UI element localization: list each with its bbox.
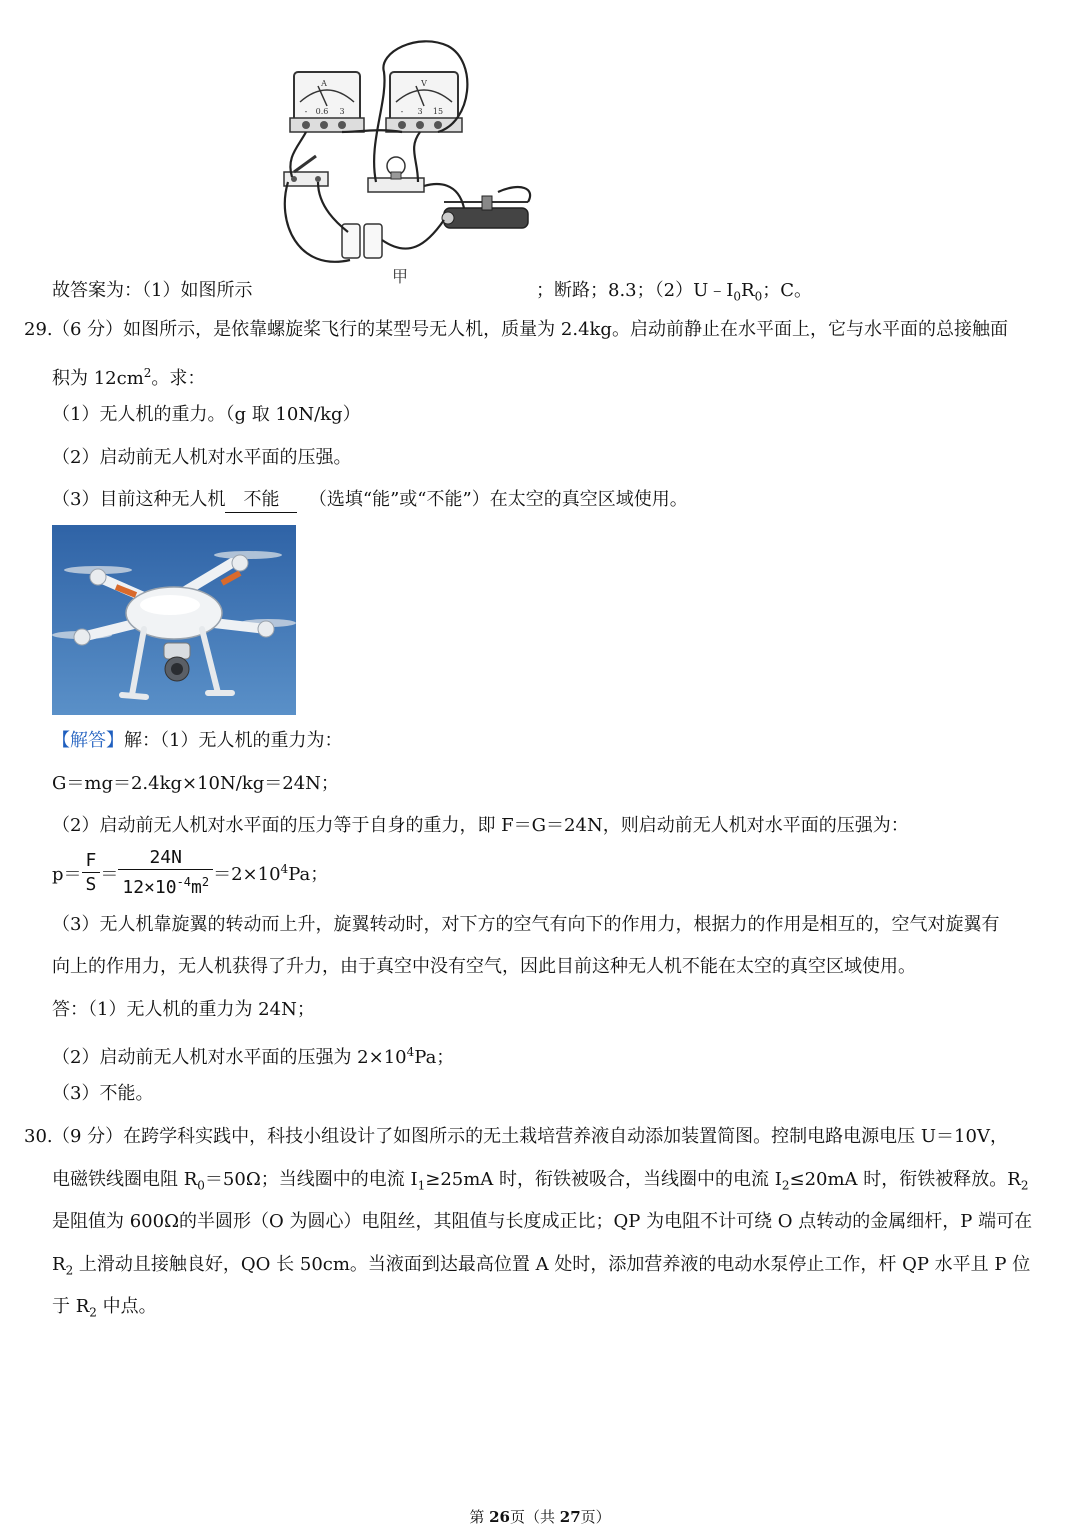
q30-l2-s1: 0 <box>197 1178 205 1193</box>
drone-photo <box>52 525 296 715</box>
footer-b: 页（共 <box>509 1508 560 1526</box>
question-30-number: 30. <box>24 1126 53 1147</box>
q30-l5-s: 2 <box>89 1305 97 1320</box>
formula-result-unit: Pa； <box>288 864 329 885</box>
question-30-line2 <box>52 1168 1028 1198</box>
circuit-diagram <box>258 32 538 290</box>
q30-l2-c: ≥25mA 时，衔铁被吸合，当线圈中的电流 I <box>425 1169 782 1190</box>
answer-29-line2 <box>52 1040 454 1070</box>
frac-f: F <box>82 850 101 873</box>
svg-text:V: V <box>421 79 427 88</box>
frac-area-unit-exp: 2 <box>201 874 210 889</box>
frac-area-exp: -4 <box>176 874 192 889</box>
solution-29-line3: （2）启动前无人机对水平面的压力等于自身的重力，即 F＝G＝24N，则启动前无人机对水平面的压强为： <box>52 815 909 836</box>
svg-text:3: 3 <box>339 107 345 116</box>
question-30-line3: 是阻值为 600Ω的半圆形（O 为圆心）电阻丝，其阻值与长度成正比；QP 为电阻不计可绕 O 点转动的金属细杆，P 端可在 <box>52 1211 1033 1232</box>
answer-29-l2-exp: 4 <box>406 1045 415 1059</box>
figure-caption: 甲 <box>391 267 409 286</box>
question-30-line1: （9 分）在跨学科实践中，科技小组设计了如图所示的无土栽培营养液自动添加装置简图。控制电路电源电压 U＝10V， <box>52 1126 1008 1147</box>
q29-sub3-lead: （3）目前这种无人机 <box>52 489 226 510</box>
svg-text:A: A <box>321 79 327 88</box>
answer-28-prefix: 故答案为：（1）如图所示 <box>52 280 253 301</box>
frac-area-a: 12×10 <box>122 876 177 898</box>
q30-l2-s2: 1 <box>417 1178 426 1193</box>
answer-29-l2-a: （2）启动前无人机对水平面的压强为 2×10 <box>52 1047 407 1068</box>
voltmeter <box>386 72 462 132</box>
q30-l5-b: 中点。 <box>96 1296 157 1317</box>
frac-area-unit: m <box>191 876 202 898</box>
q29-ask: 。求： <box>151 368 206 389</box>
svg-text:-: - <box>400 107 404 116</box>
svg-text:0.6: 0.6 <box>315 107 329 116</box>
question-29-line2 <box>52 361 205 391</box>
q30-l4-b: 上滑动且接触良好，QO 长 50cm。当液面到达最高位置 A 处时，添加营养液的电动水泵停止工作，杆 QP 水平且 P 位 <box>73 1254 1031 1275</box>
footer-page-number: 26 <box>489 1508 510 1526</box>
frac-s: S <box>85 873 97 895</box>
answer-28-line <box>52 279 252 303</box>
q29-answer-blank: 不能 <box>225 488 297 513</box>
formula-result-a: ＝2×10 <box>213 864 281 885</box>
answer-29-line3: （3）不能。 <box>52 1083 154 1104</box>
q30-l2-d: ≤20mA 时，衔铁被释放。R <box>789 1169 1021 1190</box>
svg-text:-: - <box>304 107 308 116</box>
answer-28-mid: R <box>741 280 755 301</box>
q30-l2-a: 电磁铁线圈电阻 R <box>52 1169 198 1190</box>
svg-text:15: 15 <box>432 107 444 116</box>
question-30-line4 <box>52 1253 1030 1283</box>
solution-tag: 【解答】 <box>52 730 124 751</box>
q29-area-sup: 2 <box>143 366 152 380</box>
question-30-line5 <box>52 1295 157 1325</box>
q30-l4-s: 2 <box>65 1263 74 1278</box>
fraction-f-over-s <box>82 850 101 897</box>
question-29-number: 29. <box>24 319 53 340</box>
solution-29-line2: G＝mg＝2.4kg×10N/kg＝24N； <box>52 773 339 794</box>
answer-28-sub1: 0 <box>733 289 741 304</box>
answer-29-line1: 答：（1）无人机的重力为 24N； <box>52 999 315 1020</box>
q29-sub3-rest: （选填“能”或“不能”）在太空的真空区域使用。 <box>308 489 688 510</box>
formula-result <box>213 860 328 886</box>
solution-29-line5: （3）无人机靠旋翼的转动而上升，旋翼转动时，对下方的空气有向下的作用力，根据力的作用是相互的，空气对旋翼有 <box>52 914 1000 935</box>
answer-28-tail <box>536 279 812 309</box>
solution-29-line6: 向上的作用力，无人机获得了升力，由于真空中没有空气，因此目前这种无人机不能在太空的真空区域使用。 <box>52 956 916 977</box>
svg-text:3: 3 <box>417 107 423 116</box>
ammeter <box>290 72 364 132</box>
footer-c: 页） <box>580 1508 611 1526</box>
q30-l5-a: 于 R <box>52 1296 90 1317</box>
footer-a: 第 <box>469 1508 490 1526</box>
footer-total-pages: 27 <box>559 1508 581 1526</box>
battery-pack <box>342 224 382 258</box>
q29-area-text: 积为 12cm <box>52 368 144 389</box>
solution-29-l1: 解：（1）无人机的重力为： <box>124 730 343 751</box>
q30-l2-b: ＝50Ω；当线圈中的电流 I <box>204 1169 418 1190</box>
q30-l2-s4: 2 <box>1020 1178 1029 1193</box>
question-29-sub3 <box>52 488 688 513</box>
fraction-value <box>118 847 213 900</box>
answer-28-suffix: ；断路；8.3；（2）U﹣I <box>536 280 734 301</box>
frac-area <box>118 870 213 900</box>
frac-24n: 24N <box>118 847 213 870</box>
q30-l4-a: R <box>52 1254 66 1275</box>
question-29-sub2: （2）启动前无人机对水平面的压强。 <box>52 447 352 468</box>
formula-p: p＝ <box>52 864 82 885</box>
answer-28-sub2: 0 <box>754 289 763 304</box>
answer-28-end: ；C。 <box>762 280 812 301</box>
q30-l2-s3: 2 <box>781 1178 790 1193</box>
rheostat <box>442 196 528 228</box>
question-29-line1: （6 分）如图所示，是依靠螺旋桨飞行的某型号无人机，质量为 2.4kg。启动前静止在水平面上，它与水平面的总接触面 <box>52 319 1008 340</box>
formula-result-exp: 4 <box>280 862 289 876</box>
pressure-formula <box>52 846 328 900</box>
solution-29-line1 <box>52 729 342 753</box>
formula-eq: ＝ <box>100 864 119 885</box>
answer-29-l2-b: Pa； <box>414 1047 455 1068</box>
page-footer <box>0 1506 1080 1527</box>
question-29-sub1: （1）无人机的重力。（g 取 10N/kg） <box>52 404 361 425</box>
